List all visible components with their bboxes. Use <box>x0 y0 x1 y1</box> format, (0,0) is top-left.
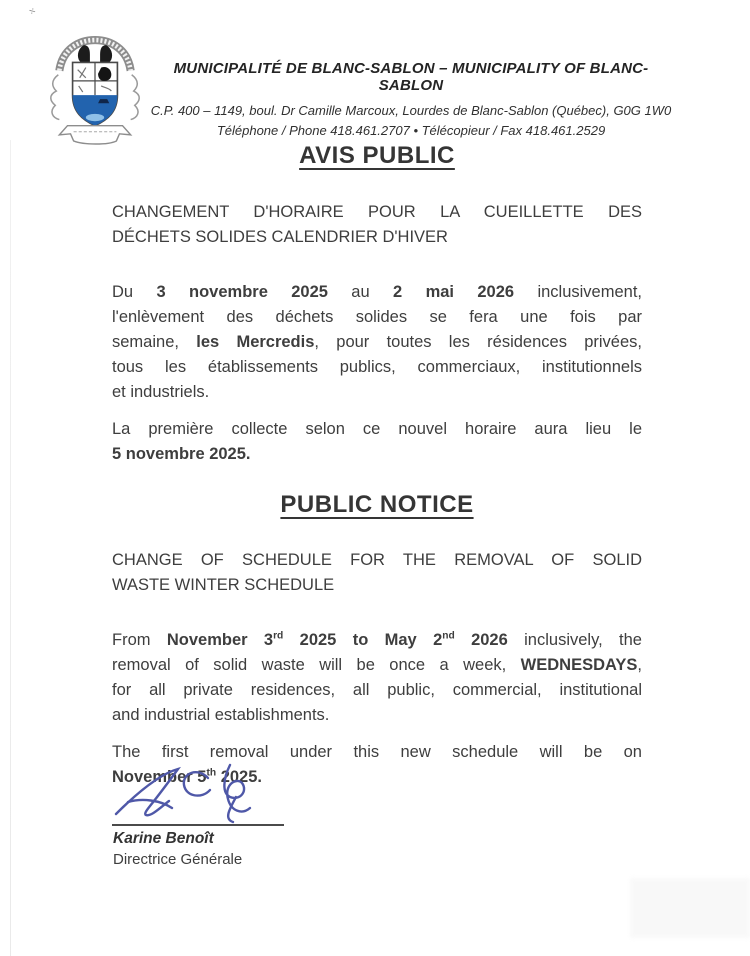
signatory-name: Karine Benoît <box>113 830 214 847</box>
english-paragraph-1: From November 3rd 2025 to May 2nd 2026 inclusively, the removal of solid waste will be once a week, WEDNESDAYS, for all private residences, all public, commercial, institutional and industrial establishments. <box>112 630 642 724</box>
english-subject: CHANGE OF SCHEDULE FOR THE REMOVAL OF SOLID WASTE WINTER SCHEDULE <box>112 551 642 594</box>
avis-public-title: AVIS PUBLIC <box>299 142 455 169</box>
scan-artifact-edge-line <box>10 140 11 956</box>
french-paragraph-2: La première collecte selon ce nouvel horaire aura lieu le 5 novembre 2025. <box>112 420 642 463</box>
scan-artifact-mark: ÷ <box>27 3 38 19</box>
phone-fax-line: Téléphone / Phone 418.461.2707 • Télécopieur / Fax 418.461.2529 <box>216 123 606 138</box>
signature-handwriting <box>108 758 288 828</box>
french-subject: CHANGEMENT D'HORAIRE POUR LA CUEILLETTE DES DÉCHETS SOLIDES CALENDRIER D'HIVER <box>112 203 642 246</box>
signature-block <box>112 790 642 900</box>
signatory-role: Directrice Générale <box>113 851 243 868</box>
municipal-crest-logo <box>42 36 148 146</box>
letterhead <box>42 36 674 146</box>
organization-name: MUNICIPALITÉ DE BLANC-SABLON – MUNICIPALITY OF BLANC-SABLON <box>173 60 649 94</box>
notice-body <box>112 140 642 900</box>
scan-artifact-smudge <box>630 878 750 938</box>
french-paragraph-1: Du 3 novembre 2025 au 2 mai 2026 inclusivement, l'enlèvement des déchets solides se fera une fois par semaine, les Mercredis, pour toutes les résidences privées, tous les établissements publics, commerciaux, institutionnels et industriels. <box>112 283 642 401</box>
english-paragraph-2: The first removal under this new schedule will be on November 5th 2025. <box>112 743 642 786</box>
signature-line <box>112 824 284 826</box>
address-line: C.P. 400 – 1149, boul. Dr Camille Marcoux, Lourdes de Blanc-Sablon (Québec), G0G 1W0 <box>150 103 672 118</box>
public-notice-title: PUBLIC NOTICE <box>280 491 474 518</box>
letterhead-text <box>148 36 674 141</box>
